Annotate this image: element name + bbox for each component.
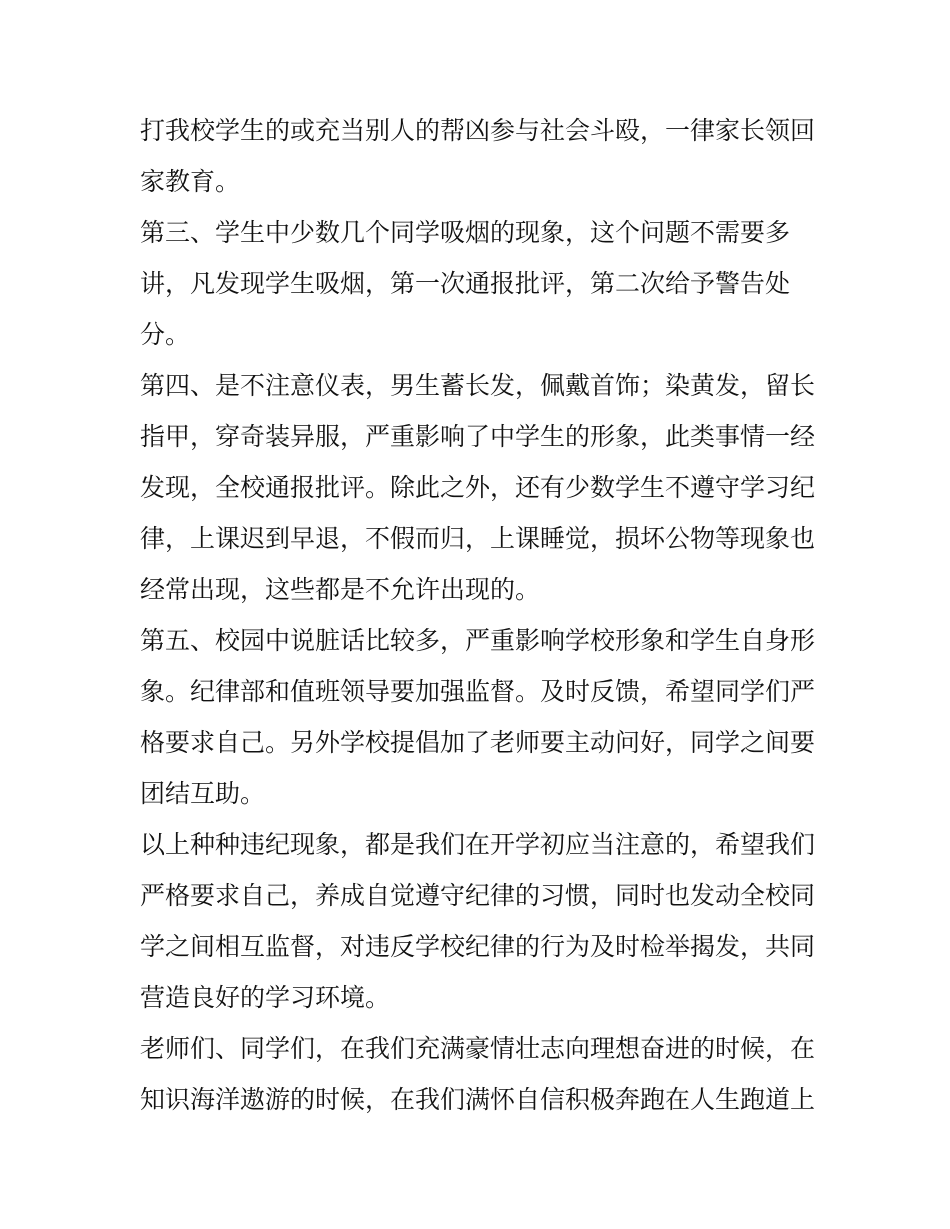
text-line: 第三、学生中少数几个同学吸烟的现象，这个问题不需要多: [140, 218, 791, 247]
text-line: 学之间相互监督，对违反学校纪律的行为及时检举揭发，共同: [140, 932, 816, 961]
text-line: 讲，凡发现学生吸烟，第一次通报批评，第二次给予警告处: [140, 269, 791, 298]
paragraph-4: [140, 615, 820, 819]
text-line: 格要求自己。另外学校提倡加了老师要主动问好，同学之间要: [140, 728, 816, 757]
text-line: 营造良好的学习环境。: [140, 983, 391, 1012]
document-body: [140, 105, 820, 1125]
text-line: 知识海洋遨游的时候，在我们满怀自信积极奔跑在人生跑道上: [140, 1085, 816, 1114]
paragraph-1: [140, 105, 820, 207]
text-line: 老师们、同学们，在我们充满豪情壮志向理想奋进的时候，在: [140, 1034, 816, 1063]
paragraph-5: [140, 819, 820, 1023]
text-line: 律，上课迟到早退，不假而归，上课睡觉，损坏公物等现象也: [140, 524, 816, 553]
paragraph-3: [140, 360, 820, 615]
paragraph-6: [140, 1023, 820, 1125]
text-line: 分。: [140, 320, 191, 349]
text-line: 象。纪律部和值班领导要加强监督。及时反馈，希望同学们严: [140, 677, 816, 706]
text-line: 经常出现，这些都是不允许出现的。: [140, 575, 541, 604]
text-line: 打我校学生的或充当别人的帮凶参与社会斗殴，一律家长领回: [140, 116, 816, 145]
text-line: 发现，全校通报批评。除此之外，还有少数学生不遵守学习纪: [140, 473, 816, 502]
paragraph-2: [140, 207, 820, 360]
text-line: 团结互助。: [140, 779, 266, 808]
text-line: 家教育。: [140, 167, 241, 196]
text-line: 指甲，穿奇装异服，严重影响了中学生的形象，此类事情一经: [140, 422, 816, 451]
text-line: 严格要求自己，养成自觉遵守纪律的习惯，同时也发动全校同: [140, 881, 816, 910]
text-line: 第五、校园中说脏话比较多，严重影响学校形象和学生自身形: [140, 626, 816, 655]
text-line: 第四、是不注意仪表，男生蓄长发，佩戴首饰；染黄发，留长: [140, 371, 816, 400]
text-line: 以上种种违纪现象，都是我们在开学初应当注意的，希望我们: [140, 830, 816, 859]
